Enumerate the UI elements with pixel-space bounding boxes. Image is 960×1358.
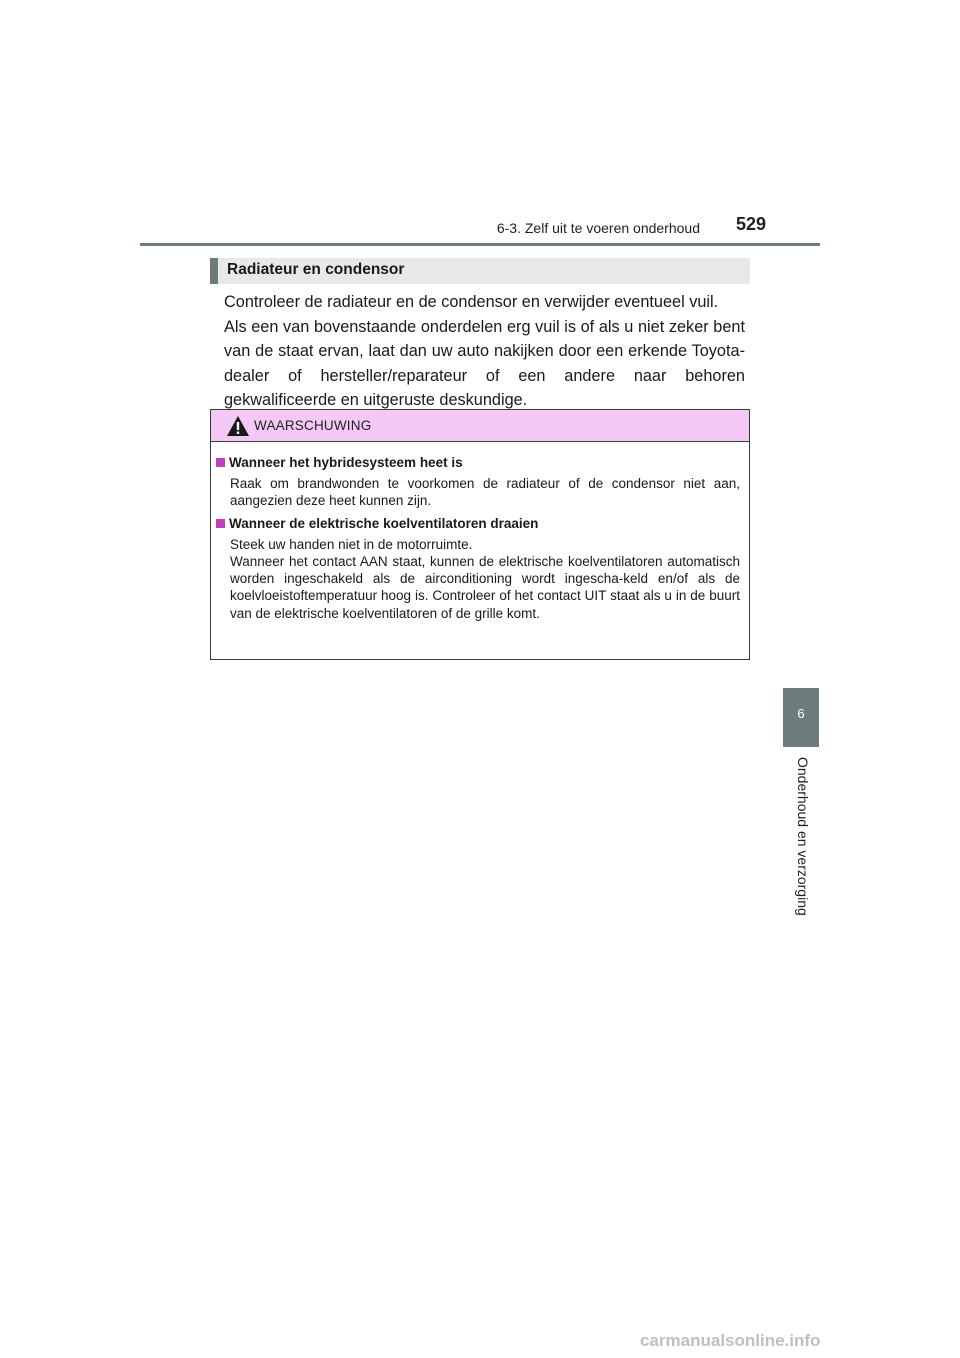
header-divider: [140, 243, 820, 246]
chapter-tab: [783, 688, 819, 747]
body-line-1: Controleer de radiateur en de condensor en verwijder eventueel vuil.: [224, 293, 719, 311]
bullet-square-icon: [216, 519, 225, 528]
page-number: 529: [736, 214, 767, 234]
warning-header: [211, 410, 749, 442]
body-paragraph: [224, 290, 745, 413]
warning-item-body: Raak om brandwonden te voorkomen de radiateur of de condensor niet aan, aangezien deze heet kunnen zijn.: [230, 476, 740, 509]
warning-item-title: Wanneer de elektrische koelventilatoren draaien: [229, 516, 539, 531]
watermark: carmanualsonline.info: [640, 1331, 821, 1350]
section-heading: [210, 258, 750, 284]
header-section-title: 6-3. Zelf uit te voeren onderhoud: [496, 220, 700, 236]
chapter-label-text: Onderhoud en verzorging: [795, 757, 811, 916]
warning-triangle-icon: [226, 415, 250, 437]
chapter-number: 6: [797, 706, 805, 721]
warning-item-title: Wanneer het hybridesysteem heet is: [229, 455, 463, 470]
warning-title: WAARSCHUWING: [254, 418, 372, 433]
warning-box: [210, 409, 750, 660]
section-heading-text: Radiateur en condensor: [227, 261, 405, 278]
body-line-2: Als een van bovenstaande onderdelen erg vuil is of als u niet zeker bent van de staat ervan, laat dan uw auto nakijken door een erkende Toyota-dealer of hersteller/reparateur of een andere naar behoren gekwalificeerde en uitgeruste deskundige.: [224, 317, 745, 409]
warning-item-body: Wanneer het contact AAN staat, kunnen de elektrische koelventilatoren automatisch worden ingeschakeld als de airconditioning wordt ingescha-keld en/of als de koelvloeistoftemperatuur hoog is. Controleer of het contact UIT staat als u in de buurt van de elektrische koelventilatoren of de grille komt.: [230, 554, 740, 621]
warning-item-body-line-1: Steek uw handen niet in de motorruimte.: [230, 537, 473, 552]
chapter-label: [795, 757, 822, 927]
bullet-square-icon: [216, 458, 225, 467]
